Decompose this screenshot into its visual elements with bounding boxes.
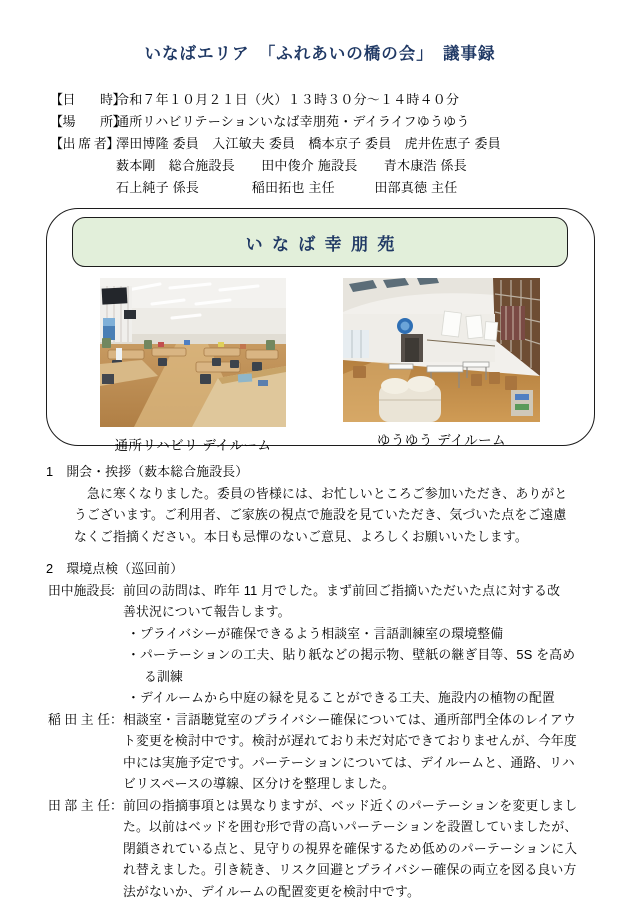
bullet-item: ・プライバシーが確保できるよう相談室・言語訓練室の環境整備 [127,625,504,641]
paragraph-line: 急に寒くなりました。委員の皆様には、お忙しいところご参加いただき、ありがと [74,485,568,501]
statement-line: 相談室・言語聴覚室のプライバシー確保については、通所部門全体のレイアウ [123,711,576,727]
meta-row [50,177,640,199]
section-1 [46,461,640,547]
section-2-heading: 2 環境点検（巡回前） [46,561,184,576]
statement-line: 法がないか、デイルームの配置変更を検討中です。 [123,883,421,899]
statement-line: 中には実施予定です。パーテーションについては、デイルームと、通路、リハ [123,754,575,770]
photo-figure-rehab [100,278,286,454]
statement-line: 閉鎖されている点と、見守りの視界を確保するため低めのパーテーションに入 [123,840,578,856]
speaker-block [48,795,640,903]
meta-row [50,155,640,177]
paragraph-line: うございます。ご利用者、ご家族の視点で施設を見ていただき、気づいた点をご遠慮 [74,507,567,522]
photos-row [47,278,594,454]
statement-line: 善状況について報告します。 [123,604,291,619]
meta-value: 石上純子 係長 稲田拓也 主任 田部真徳 主任 [116,180,458,195]
section-2-body [46,580,640,903]
section-2 [46,558,640,902]
paragraph-line: なくご指摘ください。本日も忌憚のないご意見、よろしくお願いいたします。 [74,528,528,544]
facility-box [46,208,595,453]
bullet-item: ・デイルームから中庭の緑を見ることができる工夫、施設内の植物の配置 [127,690,556,705]
meta-block [50,89,640,199]
meta-value: 通所リハビリテーションいなば幸朋苑・デイライフゆうゆう [116,114,470,129]
meta-value: 薮本剛 総合施設長 田中俊介 施設長 青木康浩 係長 [116,158,467,173]
meta-value: 令和７年１０月２１日（火）１３時３０分～１４時４０分 [116,92,460,107]
facility-title: いなば幸朋苑 [72,217,568,267]
meta-label: 【出 席 者】 [50,136,119,151]
meta-label: 【場 所】 [50,114,126,129]
bullet-item: ・パーテーションの工夫、貼り紙などの掲示物、壁紙の継ぎ目等、5S を高め [127,647,576,662]
speaker-name: 田部主任： [48,797,123,813]
statement-line: 前回の訪問は、昨年 11 月でした。まず前回ご指摘いただいた点に対する改 [123,582,561,598]
meta-label: 【日 時】 [50,92,126,107]
statement-line: ト変更を検討中です。検討が遅れており未だ対応できておりませんが、今年度 [123,733,577,748]
bullet-continuation: る訓練 [144,668,183,684]
page-title: いなばエリア 「ふれあいの橋の会」 議事録 [144,45,496,63]
meta-row [50,111,640,133]
meta-row [50,89,640,111]
photo-figure-yuyu [343,278,540,449]
minutes-content [46,461,640,902]
section-1-body [74,483,640,548]
meta-row [50,133,640,155]
statement-line: ビリスペースの導線、区分けを整理しました。 [123,776,396,791]
speaker-block [48,709,640,795]
speaker-block [48,580,640,709]
section-1-heading: 1 開会・挨拶（薮本総合施設長） [46,464,249,479]
photo-caption-yuyu: ゆうゆう デイルーム [376,433,507,448]
statement-line: れ替えました。引き続き、リスク回避とプライバシー確保の両立を図る良い方 [123,862,577,877]
speaker-name: 稲田主任： [48,711,123,727]
photo-yuyu-dayroom [343,278,540,422]
speaker-name: 田中施設長： [48,582,123,598]
statement-line: た。以前はベッドを囲む形で背の高いパーテーションを設置していましたが、 [123,819,578,834]
photo-caption-rehab: 通所リハビリ デイルーム [114,438,272,453]
meta-value: 澤田博隆 委員 入江敏夫 委員 橋本京子 委員 虎井佐恵子 委員 [116,136,501,151]
photo-rehab-dayroom [100,278,286,427]
statement-line: 前回の指摘事項とは異なりますが、ベッド近くのパーテーションを変更しまし [123,797,578,813]
